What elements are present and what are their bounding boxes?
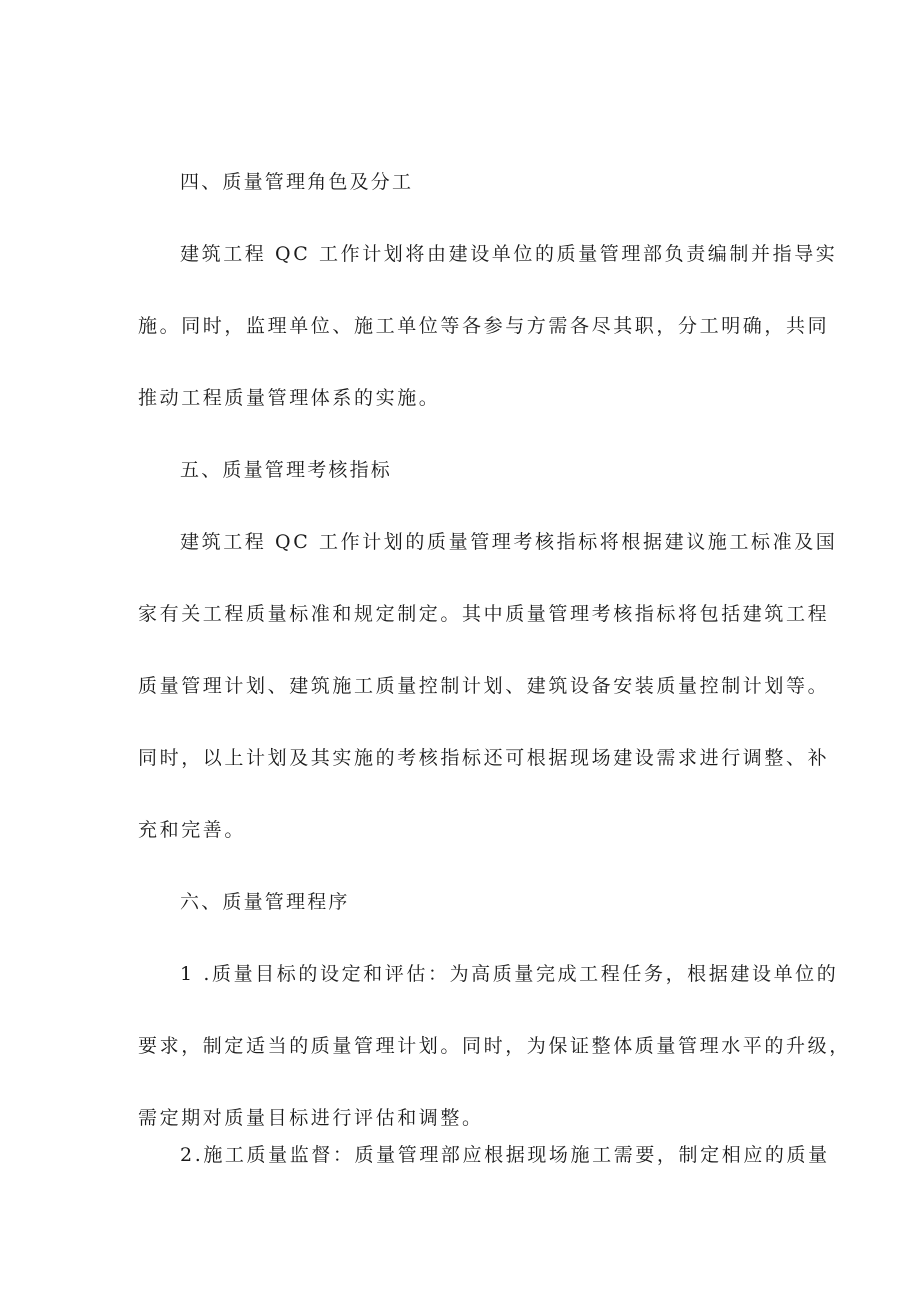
paragraph-line: 质量管理计划、建筑施工质量控制计划、建筑设备安装质量控制计划等。	[138, 675, 830, 697]
paragraph-line: 施。同时，监理单位、施工单位等各参与方需各尽其职，分工明确，共同	[138, 315, 830, 337]
list-item-line: 需定期对质量目标进行评估和调整。	[138, 1107, 484, 1129]
list-item-line: 1 .质量目标的设定和评估：为高质量完成工程任务，根据建设单位的	[180, 963, 839, 985]
section-heading-6: 六、质量管理程序	[180, 891, 350, 913]
paragraph-line: 建筑工程 QC 工作计划将由建设单位的质量管理部负责编制并指导实	[180, 243, 838, 265]
paragraph-line: 推动工程质量管理体系的实施。	[138, 387, 441, 409]
paragraph-line: 家有关工程质量标准和规定制定。其中质量管理考核指标将包括建筑工程	[138, 603, 830, 625]
list-item-line: 要求，制定适当的质量管理计划。同时，为保证整体质量管理水平的升级，	[138, 1035, 851, 1057]
section-heading-5: 五、质量管理考核指标	[180, 459, 393, 481]
paragraph-line: 建筑工程 QC 工作计划的质量管理考核指标将根据建议施工标准及国	[180, 531, 838, 553]
list-item-line: 2.施工质量监督：质量管理部应根据现场施工需要，制定相应的质量	[180, 1144, 830, 1166]
section-heading-4: 四、质量管理角色及分工	[180, 171, 414, 193]
paragraph-line: 充和完善。	[138, 819, 247, 841]
paragraph-line: 同时，以上计划及其实施的考核指标还可根据现场建设需求进行调整、补	[138, 747, 830, 769]
